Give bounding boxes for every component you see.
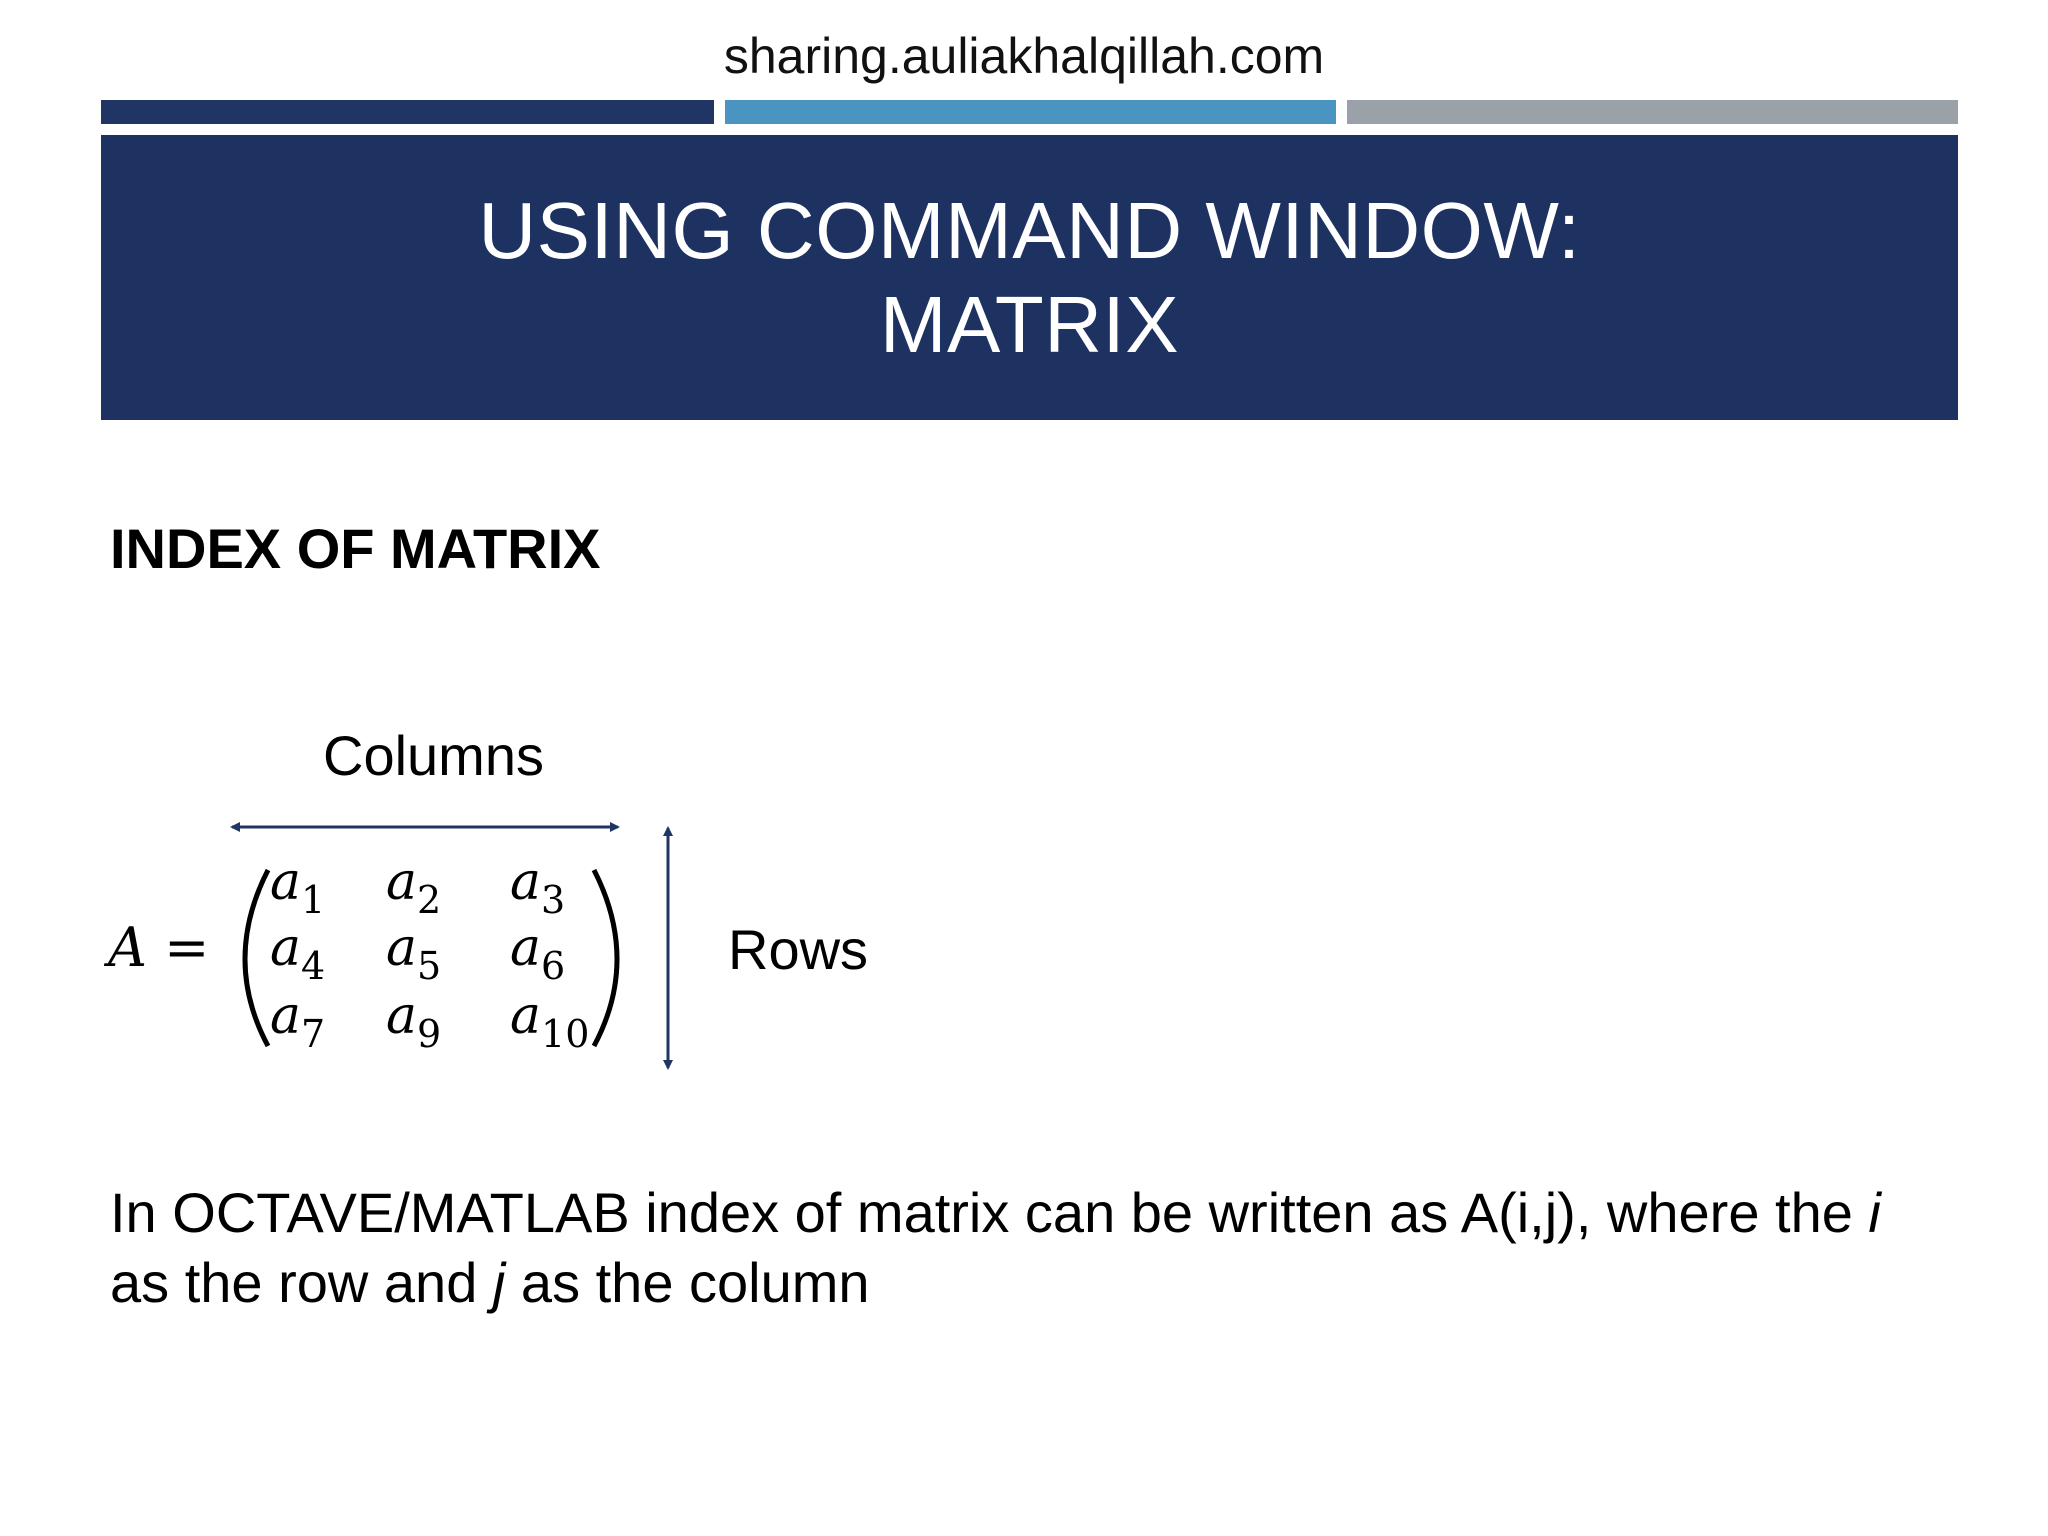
matrix-entry: $a_5$ xyxy=(386,918,442,988)
matrix-entry: $a_2$ xyxy=(386,852,442,922)
matrix-entry: $a_6$ xyxy=(510,918,566,988)
left-parenthesis xyxy=(245,870,268,1046)
site-url: sharing.auliakhalqillah.com xyxy=(723,28,1325,84)
body-text-part1: In OCTAVE/MATLAB index of matrix can be written as A(i,j), where the xyxy=(110,1181,1869,1244)
body-text-i: i xyxy=(1868,1181,1881,1244)
right-parenthesis xyxy=(594,870,617,1046)
matrix-entry: $a_3$ xyxy=(510,852,566,922)
matrix-lhs xyxy=(108,918,209,978)
body-text-j: j xyxy=(492,1251,506,1314)
title-line-1: USING COMMAND WINDOW: xyxy=(478,185,1581,275)
matrix-entry: $a_7$ xyxy=(270,986,326,1056)
body-paragraph xyxy=(110,1178,1960,1318)
body-text-part2: as the row and xyxy=(110,1251,493,1314)
matrix-entry: $a_{10}$ xyxy=(510,986,590,1056)
matrix-entry: $a_9$ xyxy=(386,986,442,1056)
section-heading: INDEX OF MATRIX xyxy=(110,517,601,580)
matrix-name: A xyxy=(108,916,147,979)
equals-sign: = xyxy=(164,916,210,979)
body-text-part3: as the column xyxy=(505,1251,870,1314)
matrix-entry: $a_1$ xyxy=(270,852,326,922)
rows-label: Rows xyxy=(728,918,869,981)
matrix-entry: $a_4$ xyxy=(270,918,326,988)
title-line-2: MATRIX xyxy=(879,279,1180,369)
columns-label: Columns xyxy=(323,724,544,787)
